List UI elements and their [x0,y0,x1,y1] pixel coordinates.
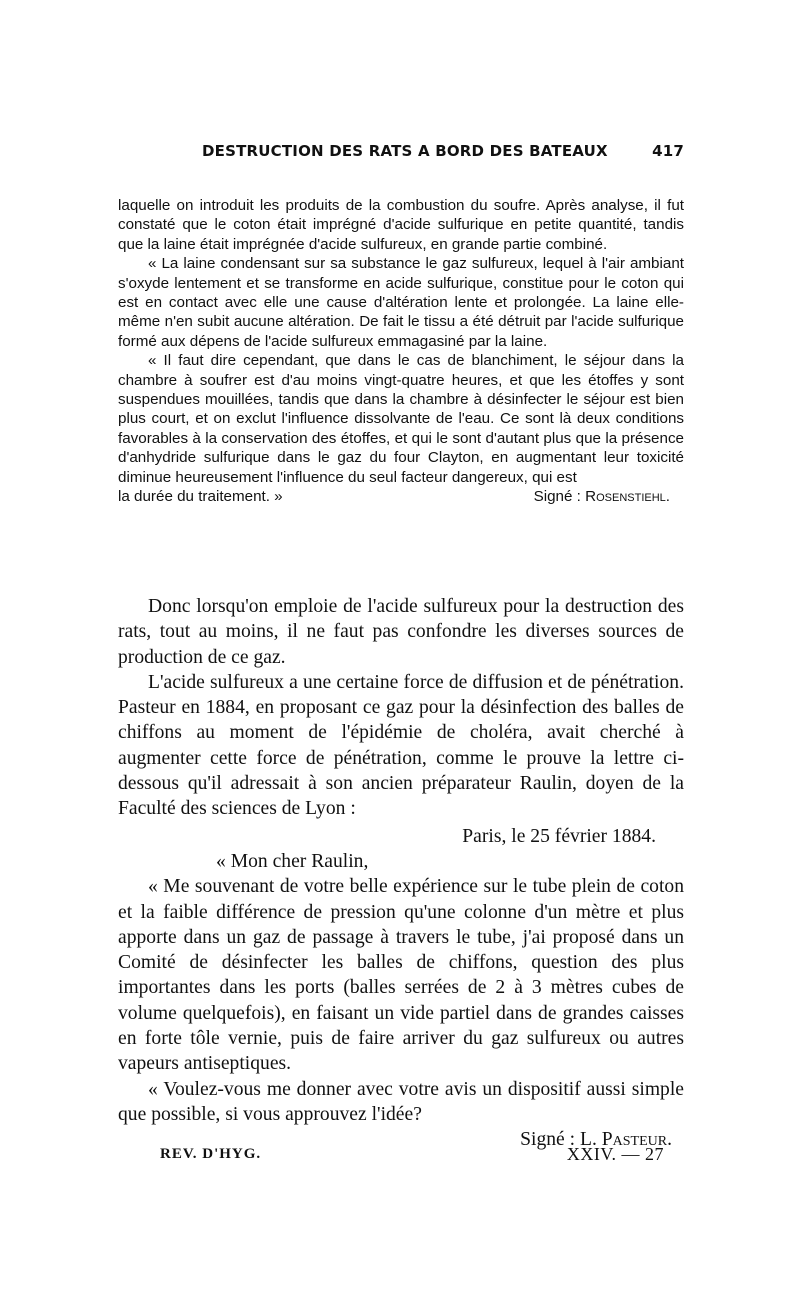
body-paragraph: Donc lorsqu'on emploie de l'acide sulfureux pour la destruction des rats, tout au moins, il ne faut pas confondre les diverses sources de production de ce gaz. [118,596,684,668]
signature-prefix: Signé : L. [520,1129,602,1151]
quote-signature [534,487,670,506]
quoted-report [118,196,684,507]
letter-salutation: « Mon cher Raulin, [216,850,369,872]
page-footer [160,1144,664,1170]
running-header [118,142,684,166]
signature-name: Rosenstiehl. [585,488,670,506]
quote-paragraph: laquelle on introduit les produits de la combustion du soufre. Après analyse, il fut constaté que le coton était imprégné d'acide sulfurique en petite quantité, tandis que la laine était imprégnée d'acide sulfureux, en grande partie combiné. [118,197,684,253]
sheet-signature: XXIV. — 27 [566,1144,664,1164]
quote-paragraph: « La laine condensant sur sa substance le gaz sulfureux, lequel à l'air ambiant s'oxyde lentement et se transforme en acide sulfurique, constitue pour le coton qui est en contact avec elle une cause d'altération lente et prolongée. La laine elle-même n'en subit aucune altération. De fait le tissu a été détruit par l'acide sulfurique formé aux dépens de l'acide sulfureux emmagasiné par la laine. [118,255,684,350]
letter-paragraph: « Voulez-vous me donner avec votre avis un dispositif aussi simple que possible, si vous approuvez l'idée? [118,1078,684,1125]
letter-paragraph: « Me souvenant de votre belle expérience sur le tube plein de coton et la faible différence de pression qu'une colonne d'un mètre et plus apporte dans un gaz de passage à travers le tube, j'ai proposé dans un Comité de désinfecter les balles de chiffons, question des plus importantes dans les ports (balles serrées de 2 à 3 mètres cubes de volume quelquefois), en faisant un vide partiel dans de grandes caisses en forte tôle vernie, puis de faire arriver du gaz sulfureux ou autres vapeurs antiseptiques. [118,876,684,1075]
page-number: 417 [652,142,684,160]
quote-paragraph-end: la durée du traitement. » [118,488,283,506]
quote-paragraph: « Il faut dire cependant, que dans le cas de blanchiment, le séjour dans la chambre à soufrer est d'au moins vingt-quatre heures, et que les étoffes y sont suspendues mouillées, tandis que dans la chambre à désinfecter le séjour est bien plus court, et on exclut l'influence dissolvante de l'eau. Ce sont là deux conditions favorables à la conservation des étoffes, et qui le sont d'autant plus que la présence d'anhydride sulfurique dans le gaz du four Clayton, en augmentant leur toxicité diminue heureusement l'influence du seul facteur dangereux, qui est [118,352,684,486]
journal-abbreviation: REV. D'HYG. [160,1146,262,1162]
body-paragraph: L'acide sulfureux a une certaine force de diffusion et de pénétration. Pasteur en 1884, en proposant ce gaz pour la désinfection des balles de chiffons au moment de l'épidémie de choléra, avait cherché à augmenter cette force de pénétration, comme le prouve la lettre ci-dessous qu'il adressait à son ancien préparateur Raulin, doyen de la Faculté des sciences de Lyon : [118,671,684,820]
running-title: DESTRUCTION DES RATS A BORD DES BATEAUX [202,142,608,160]
signature-prefix: Signé : [533,488,586,506]
main-text [118,594,684,1153]
quote-signature-line [118,487,684,506]
signature-name: Pasteur. [601,1129,672,1151]
letter-dateline: Paris, le 25 février 1884. [462,825,656,847]
